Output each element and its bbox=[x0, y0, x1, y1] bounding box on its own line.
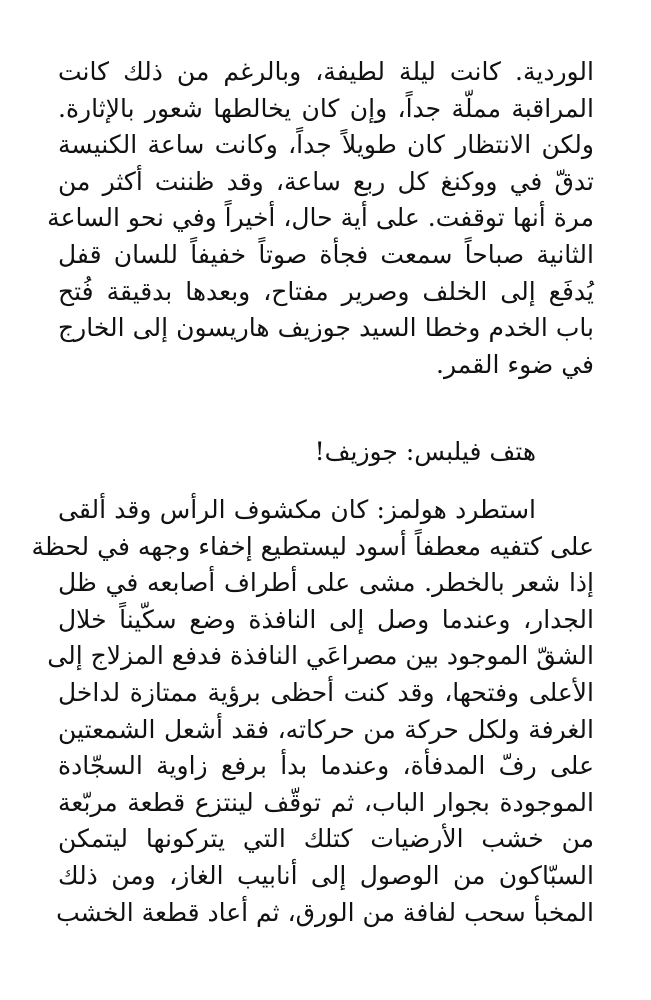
text-line: باب الخدم وخطا السيد جوزيف هاريسون إلى الخارج bbox=[58, 313, 594, 343]
text-line: الجدار، وعندما وصل إلى النافذة وضع سكّيناً خلال bbox=[58, 604, 594, 634]
text-line: استطرد هولمز: كان مكشوف الرأس وقد ألقى bbox=[58, 495, 536, 524]
text-line: على رفّ المدفأة، وعندما بدأ برفع زاوية السجّادة bbox=[58, 751, 594, 781]
text-line: مرة أنها توقفت. على أية حال، أخيراً وفي نحو الساعة bbox=[47, 203, 594, 233]
text-line: الموجودة بجوار الباب، ثم توقّف لينتزع قطعة مربّعة bbox=[58, 787, 594, 817]
text-line: المخبأ سحب لفافة من الورق، ثم أعاد قطعة الخشب bbox=[56, 897, 594, 927]
text-line: الوردية. كانت ليلة لطيفة، وبالرغم من ذلك كانت bbox=[58, 57, 594, 86]
paragraph-3 bbox=[31, 492, 594, 931]
text-line: في ضوء القمر. bbox=[436, 349, 594, 379]
text-line: ولكن الانتظار كان طويلاً جداً، وكانت ساعة الكنيسة bbox=[58, 130, 594, 160]
text-line: هتف فيلبس: جوزيف! bbox=[314, 437, 536, 466]
text-line: تدقّ في ووكنغ كل ربع ساعة، وقد ظننت أكثر من bbox=[58, 166, 594, 196]
text-line: الثانية صباحاً سمعت فجأة صوتاً خفيفاً للسان قفل bbox=[58, 239, 594, 269]
text-line: الأعلى وفتحها، وقد كنت أحظى برؤية ممتازة لداخل bbox=[58, 677, 594, 707]
text-line: المراقبة مملّة جداً، وإن كان يخالطها شعور بالإثارة. bbox=[58, 93, 594, 123]
text-line: إذا شعر بالخطر. مشى على أطراف أصابعه في ظل bbox=[58, 568, 594, 598]
text-line: يُدفَع إلى الخلف وصرير مفتاح، وبعدها بدقيقة فُتح bbox=[58, 276, 594, 306]
text-line: الشقّ الموجود بين مصراعَي النافذة فدفع المزلاج إلى bbox=[47, 641, 594, 671]
paragraph-2 bbox=[58, 434, 594, 471]
text-line: السبّاكون من الوصول إلى أنابيب الغاز، ومن ذلك bbox=[58, 860, 594, 890]
text-line: من خشب الأرضيات كتلك التي يتركونها ليتمكن bbox=[58, 824, 594, 854]
paragraph-1 bbox=[47, 54, 594, 383]
text-line: الغرفة ولكل حركة من حركاته، فقد أشعل الشمعتين bbox=[58, 714, 594, 744]
text-line: على كتفيه معطفاً أسود ليستطيع إخفاء وجهه في لحظة bbox=[31, 531, 594, 561]
